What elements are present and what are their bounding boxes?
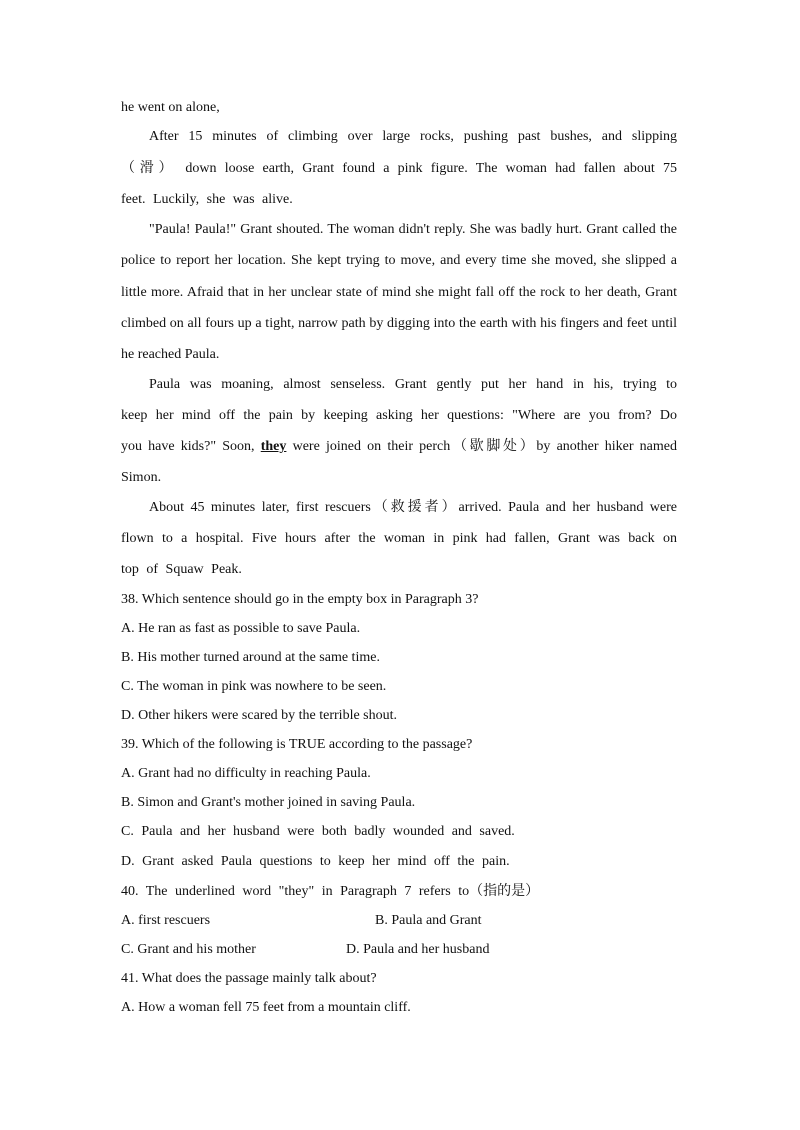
option-39-b: B. Simon and Grant's mother joined in saving Paula.: [121, 795, 416, 810]
question-40: 40. The underlined word "they" in Paragraph 7 refers to（指的是）: [121, 884, 540, 899]
passage-line: he reached Paula.: [121, 347, 220, 362]
passage-line: police to report her location. She kept trying to move, and every time she moved, she slipped a: [121, 253, 677, 268]
option-39-c: C. Paula and her husband were both badly wounded and saved.: [121, 824, 515, 839]
option-38-b: B. His mother turned around at the same time.: [121, 650, 380, 665]
passage-line: （滑） down loose earth, Grant found a pink figure. The woman had fallen about 75: [121, 161, 677, 176]
question-39: 39. Which of the following is TRUE according to the passage?: [121, 737, 473, 752]
option-39-a: A. Grant had no difficulty in reaching Paula.: [121, 766, 371, 781]
passage-line: feet. Luckily, she was alive.: [121, 192, 293, 207]
passage-line: flown to a hospital. Five hours after the woman in pink had fallen, Grant was back on: [121, 531, 677, 546]
option-38-d: D. Other hikers were scared by the terrible shout.: [121, 708, 398, 723]
passage-line: Simon.: [121, 470, 162, 485]
passage-line: [121, 431, 677, 462]
option-41-a: A. How a woman fell 75 feet from a mountain cliff.: [121, 1000, 411, 1015]
passage-line: top of Squaw Peak.: [121, 562, 242, 577]
option-40-b: B. Paula and Grant: [375, 913, 482, 928]
passage-line: he went on alone,: [121, 100, 220, 115]
option-40-d: D. Paula and her husband: [346, 942, 490, 957]
passage-line: About 45 minutes later, first rescuers（救援者）arrived. Paula and her husband were: [149, 500, 677, 515]
text-run: were joined on their perch（歇脚处）by another hiker named: [286, 439, 677, 454]
text-run: you have kids?" Soon,: [121, 439, 261, 454]
question-38: 38. Which sentence should go in the empty box in Paragraph 3?: [121, 592, 479, 607]
passage-line: climbed on all fours up a tight, narrow path by digging into the earth with his fingers and feet until: [121, 316, 677, 331]
passage-line: little more. Afraid that in her unclear state of mind she might fall off the rock to her death, Grant: [121, 285, 677, 300]
option-38-c: C. The woman in pink was nowhere to be seen.: [121, 679, 387, 694]
passage-line: "Paula! Paula!" Grant shouted. The woman didn't reply. She was badly hurt. Grant called the: [149, 222, 677, 237]
passage-line: keep her mind off the pain by keeping asking her questions: "Where are you from? Do: [121, 408, 677, 423]
option-39-d: D. Grant asked Paula questions to keep her mind off the pain.: [121, 854, 510, 869]
underlined-word-they: they: [260, 439, 287, 454]
option-38-a: A. He ran as fast as possible to save Paula.: [121, 621, 361, 636]
question-41: 41. What does the passage mainly talk about?: [121, 971, 377, 986]
passage-line: Paula was moaning, almost senseless. Grant gently put her hand in his, trying to: [149, 377, 677, 392]
option-40-a: A. first rescuers: [121, 913, 211, 928]
option-40-c: C. Grant and his mother: [121, 942, 256, 957]
passage-line: After 15 minutes of climbing over large rocks, pushing past bushes, and slipping: [149, 129, 677, 144]
